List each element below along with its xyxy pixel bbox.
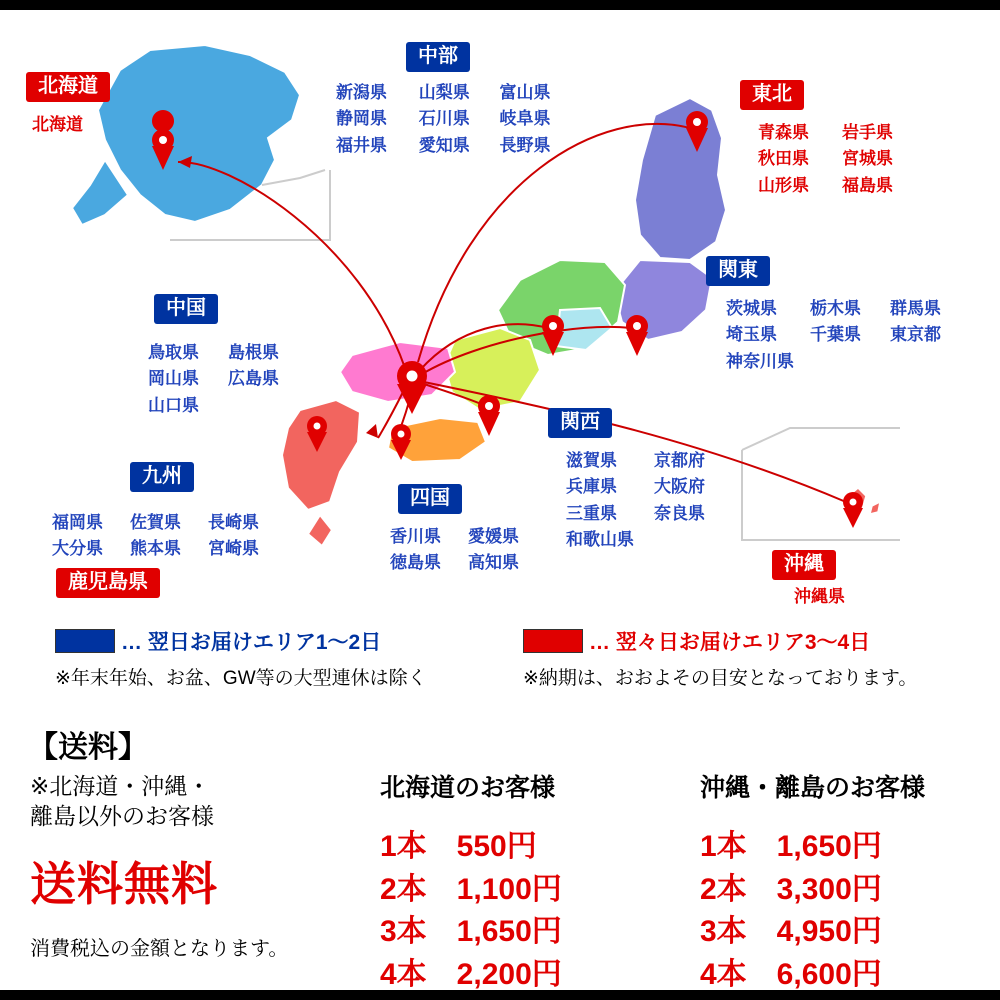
hokkaido-price-row: 4本 2,200円 xyxy=(380,957,562,991)
legend-two-day-text: … 翌々日お届けエリア3～4日 xyxy=(589,631,871,654)
region-label-kansai: 関西 xyxy=(548,408,612,438)
okinawa-heading: 沖縄・離島のお客様 xyxy=(700,774,926,802)
region-label-shikoku: 四国 xyxy=(398,484,462,514)
region-label-hokkaido: 北海道 xyxy=(26,72,110,102)
pin-origin xyxy=(397,361,427,414)
legend-two-day xyxy=(523,626,917,690)
region-label-kagoshima: 鹿児島県 xyxy=(56,568,160,598)
pin-kanto xyxy=(626,315,648,356)
japan-map-area xyxy=(0,10,1000,610)
legend-swatch-blue xyxy=(55,629,115,653)
legend-swatch-red xyxy=(523,629,583,653)
region-label-okinawa: 沖縄 xyxy=(772,550,836,580)
pref-list-hokkaido: 北海道 xyxy=(32,115,83,134)
shipping-okinawa-column xyxy=(700,768,980,996)
legend-next-day-text: … 翌日お届けエリア1～2日 xyxy=(121,631,382,654)
pin-okinawa xyxy=(843,492,863,528)
shipping-main-sub-line2: 離島以外のお客様 xyxy=(30,802,214,829)
legend-two-day-note: ※納期は、おおよその目安となっております。 xyxy=(523,668,918,689)
region-label-tohoku: 東北 xyxy=(740,80,804,110)
legend-next-day xyxy=(55,626,427,690)
hokkaido-price-row: 3本 1,650円 xyxy=(380,915,562,949)
map-shape-okinawa xyxy=(742,428,900,540)
tax-note: 消費税込の金額となります。 xyxy=(30,937,289,960)
hokkaido-price-row: 2本 1,100円 xyxy=(380,872,562,906)
map-shape-hokkaido xyxy=(72,45,330,240)
pref-list-kanto: 茨城県 栃木県 群馬県 埼玉県 千葉県 東京都 神奈川県 xyxy=(726,299,941,371)
region-label-kyushu: 九州 xyxy=(130,462,194,492)
pref-list-tohoku: 青森県 岩手県 秋田県 宮城県 山形県 福島県 xyxy=(758,123,893,195)
pref-list-kansai: 滋賀県 京都府 兵庫県 大阪府 三重県 奈良県 和歌山県 xyxy=(566,451,705,550)
region-label-chubu: 中部 xyxy=(406,42,470,72)
pref-list-kyushu: 福岡県 佐賀県 長崎県 大分県 熊本県 宮崎県 xyxy=(52,513,259,559)
region-label-chugoku: 中国 xyxy=(154,294,218,324)
shipping-main-column xyxy=(30,772,360,961)
okinawa-price-row: 4本 6,600円 xyxy=(700,957,882,991)
hokkaido-heading: 北海道のお客様 xyxy=(380,774,556,802)
pref-list-okinawa: 沖縄県 xyxy=(794,587,845,606)
legend-area xyxy=(0,618,1000,710)
region-label-kanto: 関東 xyxy=(706,256,770,286)
shipping-hokkaido-column xyxy=(380,768,630,996)
free-shipping-label: 送料無料 xyxy=(30,857,218,910)
pref-list-chugoku: 鳥取県 島根県 岡山県 広島県 山口県 xyxy=(148,343,279,415)
pref-list-chubu: 新潟県 山梨県 富山県 静岡県 石川県 岐阜県 福井県 愛知県 長野県 xyxy=(336,83,551,155)
map-shape-tohoku xyxy=(635,98,726,260)
okinawa-price-row: 1本 1,650円 xyxy=(700,830,882,863)
shipping-fee-section xyxy=(0,710,1000,1000)
legend-next-day-note: ※年末年始、お盆、GW等の大型連休は除く xyxy=(55,668,427,689)
okinawa-price-row: 3本 4,950円 xyxy=(700,915,882,949)
shipping-main-sub-line1: ※北海道・沖縄・ xyxy=(30,773,211,799)
shipping-title: 【送料】 xyxy=(28,731,148,764)
okinawa-price-row: 2本 3,300円 xyxy=(700,872,882,906)
hokkaido-price-row: 1本 550円 xyxy=(380,830,537,863)
pref-list-shikoku: 香川県 愛媛県 徳島県 高知県 xyxy=(390,527,519,573)
